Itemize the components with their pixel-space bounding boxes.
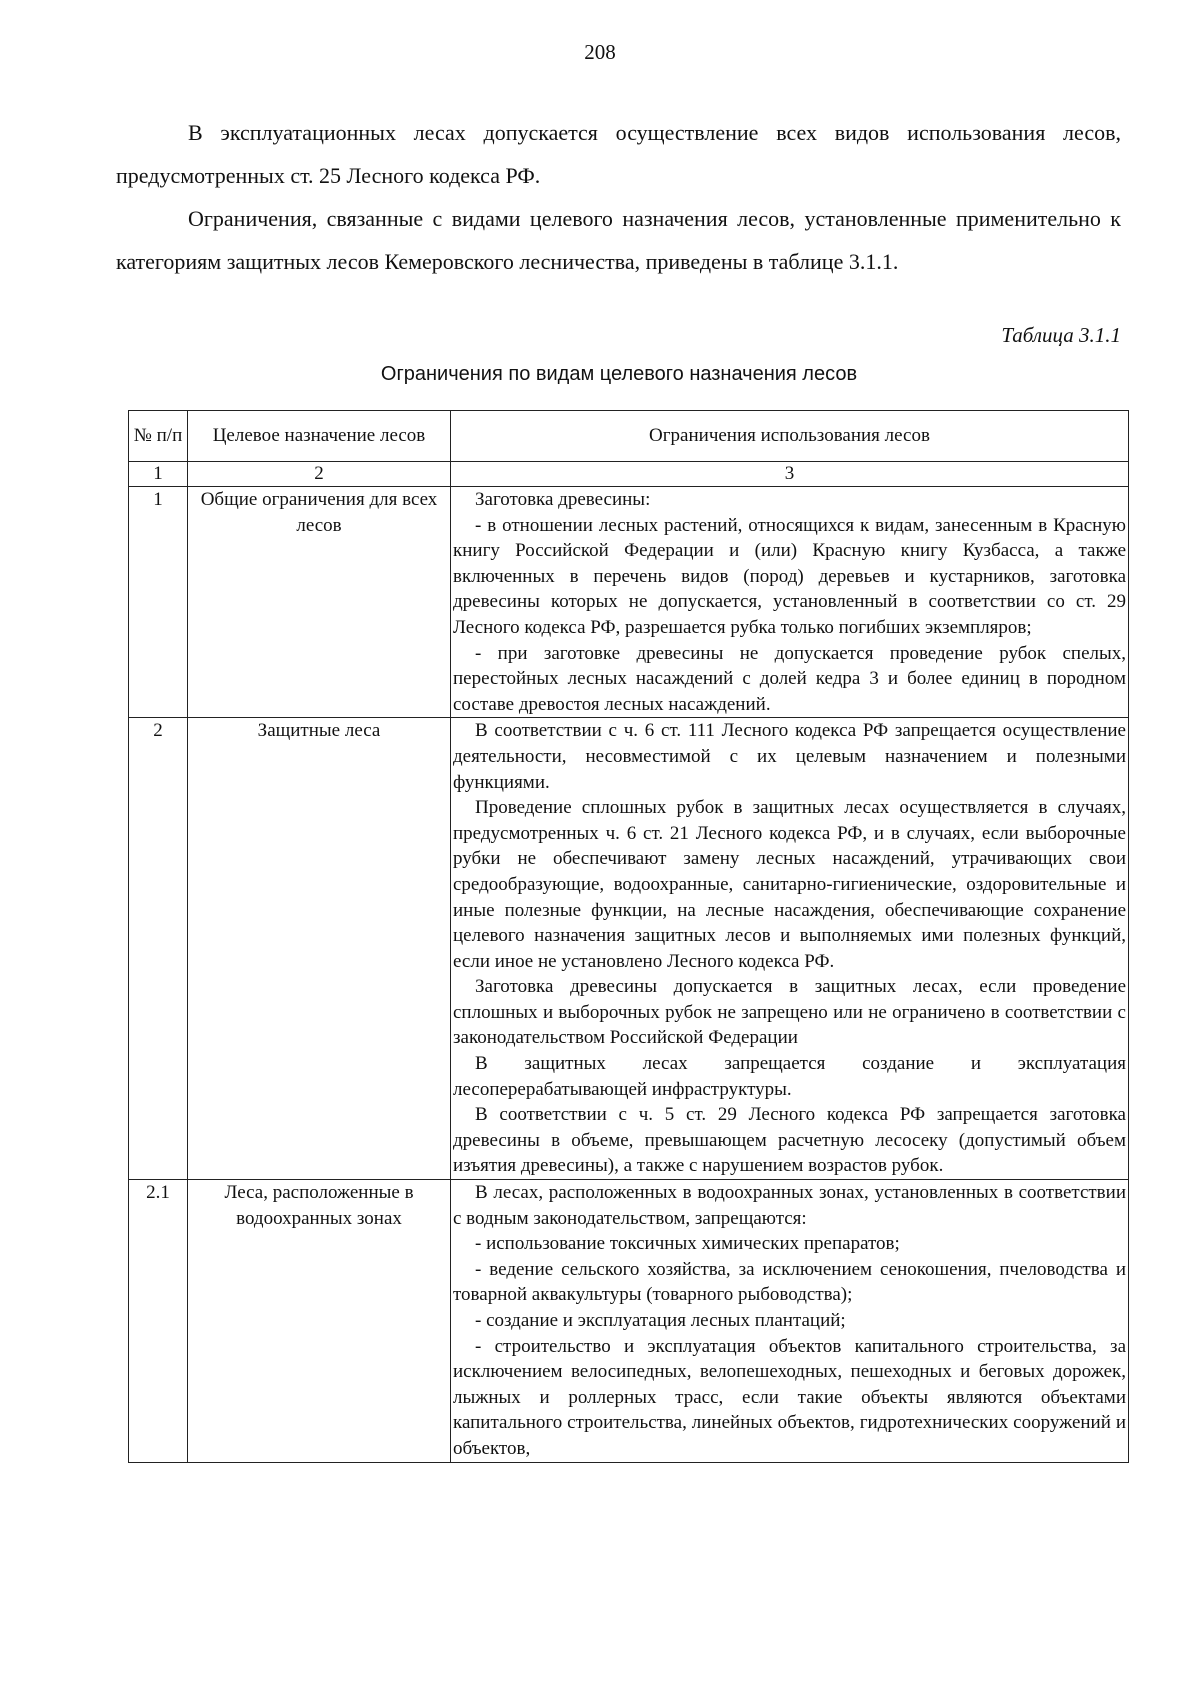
row-number: 1 [129, 487, 188, 718]
restriction-paragraph: Проведение сплошных рубок в защитных лесах осуществляется в случаях, предусмотренных ч. 6 ст. 21 Лесного кодекса РФ, и в случаях, если выборочные рубки не обеспечивают замену лесных насаждений, утрачивающих свои средообразующие, водоохранные, санитарно-гигиенические, оздоровительные и иные полезные функции, на лесные насаждения, обеспечивающие сохранение целевого назначения защитных лесов и выполняемых ими полезных функций, если иное не установлено Лесного кодекса РФ. [453, 797, 1126, 972]
header-purpose: Целевое назначение лесов [188, 411, 451, 462]
row-number: 2 [129, 718, 188, 1180]
restriction-paragraph: - строительство и эксплуатация объектов капитального строительства, за исключением велосипедных, велопешеходных, пешеходных и беговых дорожек, лыжных и роллерных трасс, если такие объекты являются объектами капитального строительства, линейных объектов, гидротехнических сооружений и объектов, [453, 1335, 1126, 1459]
restriction-paragraph: - использование токсичных химических препаратов; [475, 1233, 900, 1255]
header-restrictions: Ограничения использования лесов [451, 411, 1129, 462]
row-purpose: Защитные леса [188, 718, 451, 1180]
table-label: Таблица 3.1.1 [1001, 323, 1121, 347]
restriction-paragraph: В соответствии с ч. 6 ст. 111 Лесного кодекса РФ запрещается осуществление деятельности, несовместимой с их целевым назначением и полезными функциями. [453, 720, 1126, 793]
row-restrictions [451, 1180, 1129, 1463]
restriction-paragraph: - в отношении лесных растений, относящихся к видам, занесенным в Красную книгу Российской Федерации и (или) Красную книгу Кузбасса, а также включенных в перечень видов (пород) деревьев и кустарников, заготовка древесины которых не допускается, установленный в соответствии со ст. 29 Лесного кодекса РФ, разрешается рубка только погибших экземпляров; [453, 514, 1126, 638]
restriction-paragraph: В защитных лесах запрещается создание и эксплуатация лесоперерабатывающей инфраструктуры. [453, 1053, 1126, 1100]
table-row [129, 718, 1129, 1180]
column-numbers-row [129, 462, 1129, 487]
row-purpose: Общие ограничения для всех лесов [188, 487, 451, 718]
row-number: 2.1 [129, 1180, 188, 1463]
intro-paragraph-2 [116, 197, 1121, 283]
table-row [129, 487, 1129, 718]
restriction-paragraph: В соответствии с ч. 5 ст. 29 Лесного кодекса РФ запрещается заготовка древесины в объеме, превышающем расчетную лесосеку (допустимый объем изъятия древесины), а также с нарушением возрастов рубок. [453, 1104, 1126, 1177]
intro-paragraph-1 [116, 111, 1121, 197]
header-number: № п/п [129, 411, 188, 462]
column-number: 2 [188, 462, 451, 487]
intro-text: В эксплуатационных лесах допускается осуществление всех видов использования лесов, предусмотренных ст. 25 Лесного кодекса РФ. [116, 120, 1121, 188]
restriction-paragraph: - ведение сельского хозяйства, за исключением сенокошения, пчеловодства и товарной аквакультуры (товарного рыбоводства); [453, 1258, 1126, 1306]
restriction-paragraph: В лесах, расположенных в водоохранных зонах, установленных в соответствии с водным законодательством, запрещаются: [453, 1182, 1126, 1229]
table-row [129, 1180, 1129, 1463]
row-purpose: Леса, расположенные в водоохранных зонах [188, 1180, 451, 1463]
row-restrictions [451, 487, 1129, 718]
table-header-row [129, 411, 1129, 462]
restriction-paragraph: - создание и эксплуатация лесных плантаций; [475, 1310, 846, 1331]
page-number: 208 [584, 40, 616, 64]
column-number: 1 [129, 462, 188, 487]
table-caption: Ограничения по видам целевого назначения лесов [380, 363, 858, 385]
column-number: 3 [451, 462, 1129, 487]
intro-text: Ограничения, связанные с видами целевого назначения лесов, установленные применительно к категориям защитных лесов Кемеровского лесничества, приведены в таблице 3.1.1. [116, 206, 1121, 274]
restrictions-table [128, 410, 1129, 1463]
restriction-paragraph: Заготовка древесины: [475, 489, 651, 510]
row-restrictions [451, 718, 1129, 1180]
restriction-paragraph: - при заготовке древесины не допускается проведение рубок спелых, перестойных лесных насаждений с долей кедра 3 и более единиц в породном составе древостоя лесных насаждений. [453, 642, 1126, 715]
restriction-paragraph: Заготовка древесины допускается в защитных лесах, если проведение сплошных и выборочных рубок не запрещено или не ограничено в соответствии с законодательством Российской Федерации [453, 976, 1126, 1049]
